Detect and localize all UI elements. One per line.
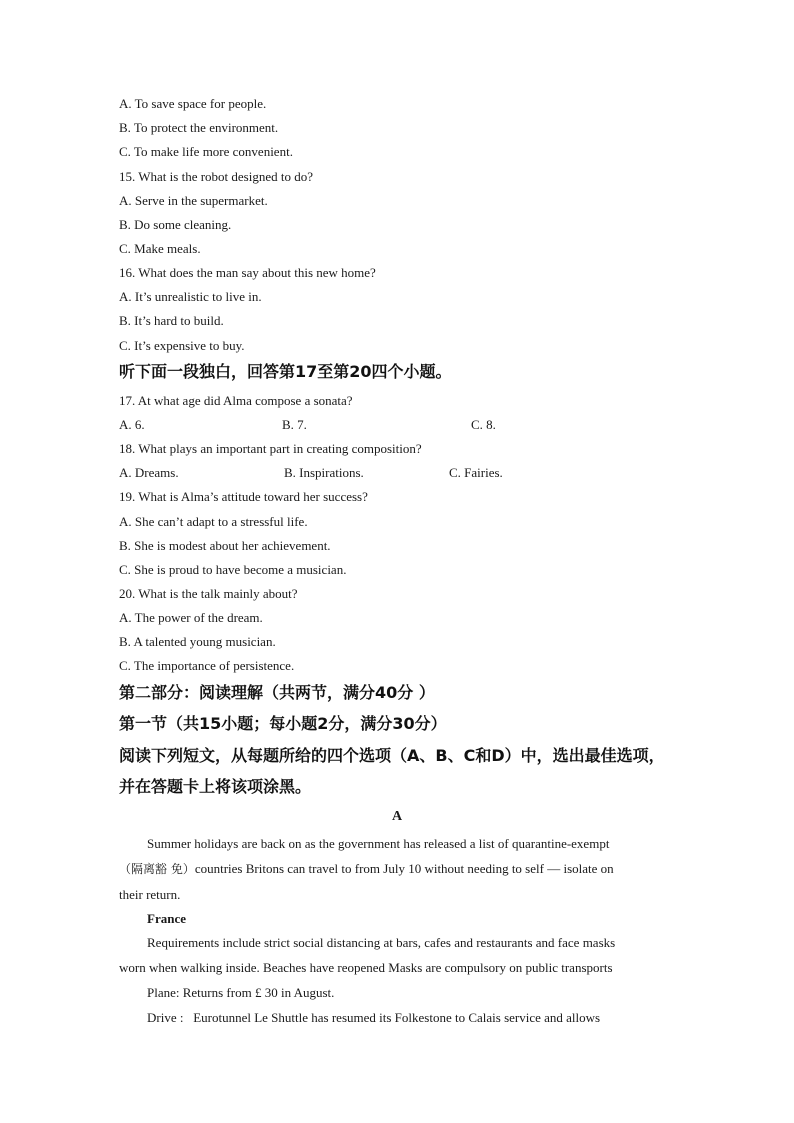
monologue-instruction: 听下面一段独白，回答第17至第20四个小题。 xyxy=(119,362,452,381)
q16-option-c: C. It’s expensive to buy. xyxy=(119,338,245,353)
q16-stem: 16. What does the man say about this new home? xyxy=(119,265,376,280)
q17-option-c: C. 8. xyxy=(471,417,496,432)
q17-stem: 17. At what age did Alma compose a sonata? xyxy=(119,393,353,408)
instruction-line-1: 阅读下列短文，从每题所给的四个选项（A、B、C和D）中，选出最佳选项， xyxy=(119,746,665,765)
q19-option-a: A. She can’t adapt to a stressful life. xyxy=(119,514,308,529)
france-drive xyxy=(119,1005,664,1030)
section1-heading: 第一节（共15小题；每小题2分，满分30分） xyxy=(119,714,447,733)
france-req-line-2 xyxy=(119,955,664,980)
q15-option-b: B. Do some cleaning. xyxy=(119,217,232,232)
intro-line-3 xyxy=(119,882,664,907)
france-req-text-1: Requirements include strict social distancing at bars, cafes and restaurants and face masks xyxy=(147,935,616,950)
instruction-line-2: 并在答题卡上将该项涂黑。 xyxy=(119,777,312,796)
q18-option-b: B. Inspirations. xyxy=(284,465,364,480)
plane-text: Plane: Returns from £ 30 in August. xyxy=(147,985,335,1000)
q14-option-a: A. To save space for people. xyxy=(119,96,267,111)
intro-text-3: their return. xyxy=(119,887,181,902)
drive-text: Drive : Eurotunnel Le Shuttle has resumed its Folkestone to Calais service and allows xyxy=(147,1010,601,1025)
q17-option-b: B. 7. xyxy=(282,417,307,432)
france-heading-text: France xyxy=(147,911,186,926)
intro-line-1 xyxy=(119,831,664,856)
france-req-text-2: worn when walking inside. Beaches have reopened Masks are compulsory on public transports xyxy=(119,960,613,975)
q19-option-c: C. She is proud to have become a musician. xyxy=(119,562,347,577)
q15-stem: 15. What is the robot designed to do? xyxy=(119,169,314,184)
part2-heading: 第二部分：阅读理解（共两节，满分40分 ） xyxy=(119,683,435,702)
q16-option-a: A. It’s unrealistic to live in. xyxy=(119,289,262,304)
france-req-line-1 xyxy=(119,930,664,955)
q20-option-a: A. The power of the dream. xyxy=(119,610,263,625)
intro-text-1: Summer holidays are back on as the government has released a list of quarantine-exempt xyxy=(147,836,610,851)
france-requirements xyxy=(119,930,664,980)
intro-text-2: countries Britons can travel to from July 10 without needing to self — isolate on xyxy=(194,861,614,876)
passage-intro xyxy=(119,831,664,907)
passage-title: A xyxy=(391,809,403,824)
q18-stem: 18. What plays an important part in creating composition? xyxy=(119,441,422,456)
q19-stem: 19. What is Alma’s attitude toward her success? xyxy=(119,489,368,504)
q15-option-a: A. Serve in the supermarket. xyxy=(119,193,268,208)
q17-option-a: A. 6. xyxy=(119,417,145,432)
q20-option-c: C. The importance of persistence. xyxy=(119,658,295,673)
france-heading xyxy=(119,906,664,931)
intro-line-2 xyxy=(119,856,664,882)
q18-option-a: A. Dreams. xyxy=(119,465,179,480)
q19-option-b: B. She is modest about her achievement. xyxy=(119,538,331,553)
france-plane xyxy=(119,980,664,1005)
q20-stem: 20. What is the talk mainly about? xyxy=(119,586,298,601)
q18-option-c: C. Fairies. xyxy=(449,465,503,480)
intro-cn-gloss: （隔离豁 免） xyxy=(119,862,195,876)
q16-option-b: B. It’s hard to build. xyxy=(119,313,224,328)
q20-option-b: B. A talented young musician. xyxy=(119,634,276,649)
q14-option-b: B. To protect the environment. xyxy=(119,120,279,135)
q15-option-c: C. Make meals. xyxy=(119,241,201,256)
q14-option-c: C. To make life more convenient. xyxy=(119,144,293,159)
